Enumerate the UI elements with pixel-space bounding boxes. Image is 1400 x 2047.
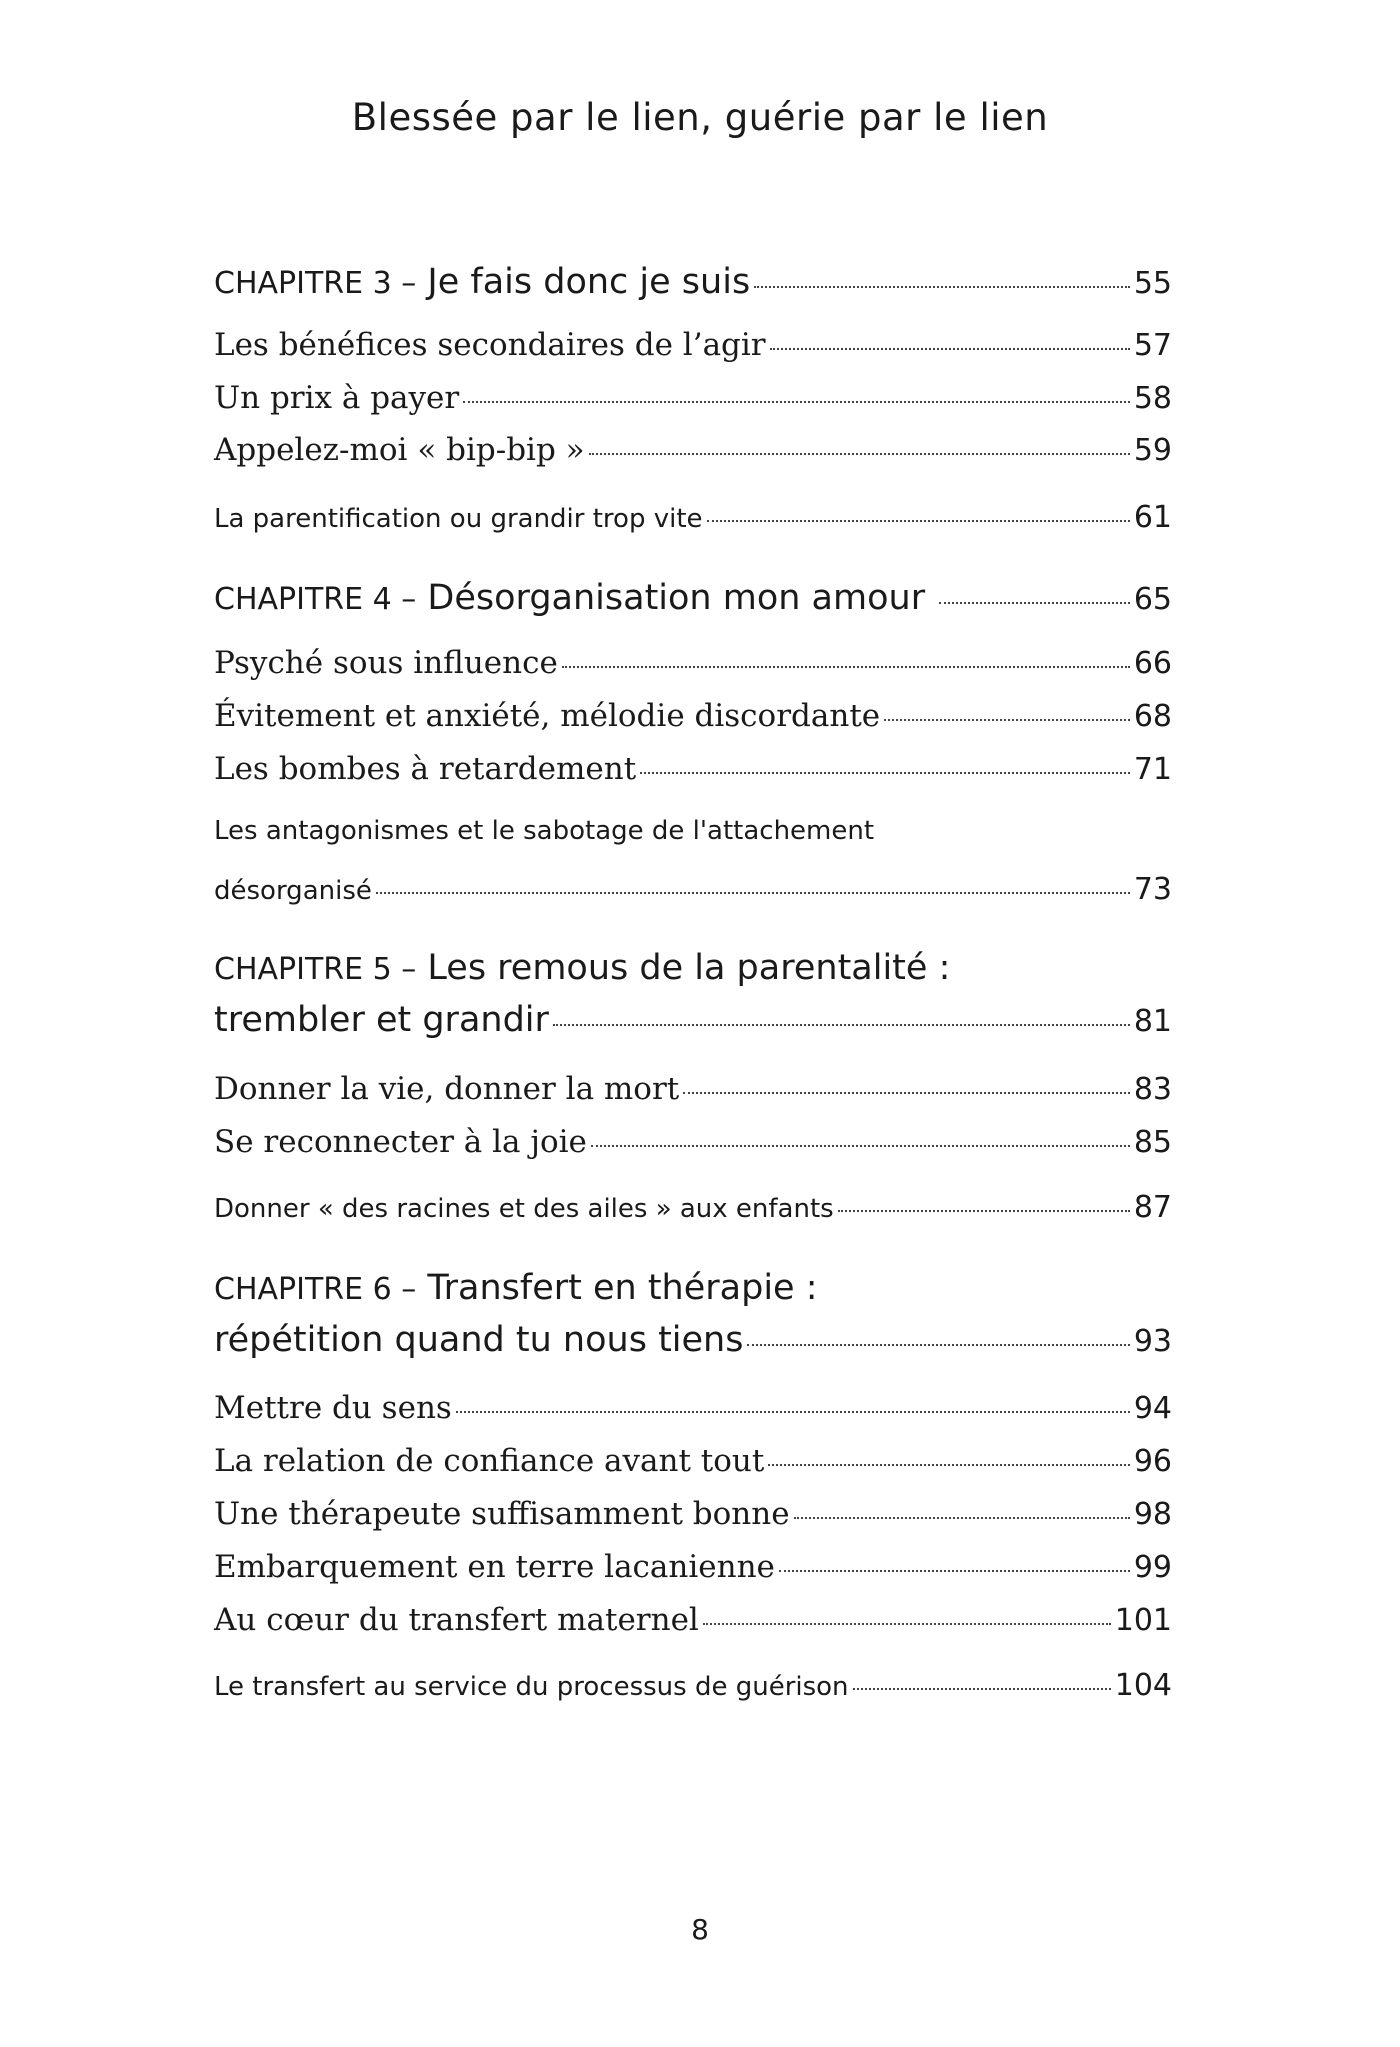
dot-leader — [562, 666, 1130, 668]
toc-page-number: 57 — [1133, 328, 1172, 363]
dot-leader — [853, 1688, 1111, 1690]
toc-chapter-title: CHAPITRE 3 – Je fais donc je suis — [214, 262, 751, 302]
toc-entry[interactable] — [214, 872, 1172, 907]
toc-chapter-title-line: CHAPITRE 6 – Transfert en thérapie : — [214, 1268, 818, 1308]
toc-entry[interactable] — [214, 1124, 1172, 1160]
toc-page-number: 58 — [1133, 381, 1172, 416]
dot-leader — [794, 1517, 1130, 1519]
toc-page-number: 93 — [1133, 1324, 1172, 1359]
toc-page-number: 101 — [1114, 1603, 1172, 1638]
dot-leader — [683, 1092, 1130, 1094]
dot-leader — [768, 1464, 1129, 1466]
dot-leader — [838, 1210, 1130, 1212]
toc-page-number: 104 — [1114, 1668, 1172, 1703]
toc-section-title: Psyché sous influence — [214, 645, 558, 681]
toc-section-title: Un prix à payer — [214, 380, 460, 416]
toc-entry[interactable] — [214, 1390, 1172, 1426]
toc-entry[interactable] — [214, 1071, 1172, 1107]
dot-leader — [884, 719, 1130, 721]
toc-page-number: 83 — [1133, 1072, 1172, 1107]
toc-section-title: Les bombes à retardement — [214, 751, 637, 787]
running-header: Blessée par le lien, guérie par le lien — [351, 96, 1049, 139]
dot-leader — [591, 1145, 1130, 1147]
toc-page-number: 96 — [1133, 1444, 1172, 1479]
dot-leader — [463, 401, 1130, 403]
toc-entry[interactable] — [214, 1602, 1172, 1638]
toc-section-title: Évitement et anxiété, mélodie discordante — [214, 698, 881, 734]
toc-entry-chapter-4[interactable] — [214, 578, 1172, 618]
toc-section-title: Une thérapeute suffisamment bonne — [214, 1496, 790, 1532]
dot-leader — [640, 772, 1130, 774]
toc-page-number: 66 — [1133, 646, 1172, 681]
toc-page-number: 68 — [1133, 699, 1172, 734]
toc-entry[interactable] — [214, 645, 1172, 681]
dot-leader — [747, 1344, 1129, 1346]
toc-page-number: 71 — [1133, 752, 1172, 787]
dot-leader — [754, 286, 1130, 288]
dot-leader — [939, 602, 1130, 604]
dot-leader — [376, 892, 1130, 894]
toc-page-number: 59 — [1133, 433, 1172, 468]
toc-chapter-title-line: CHAPITRE 5 – Les remous de la parentalité : — [214, 948, 951, 988]
toc-section-title: La relation de confiance avant tout — [214, 1443, 765, 1479]
toc-section-title-line: Les antagonismes et le sabotage de l'attachement — [214, 816, 875, 846]
dot-leader — [553, 1024, 1130, 1026]
toc-page-number: 99 — [1133, 1550, 1172, 1585]
toc-entry[interactable] — [214, 1496, 1172, 1532]
toc-section-title: Les bénéfices secondaires de l’agir — [214, 327, 766, 363]
toc-page-number: 55 — [1133, 266, 1172, 301]
toc-section-title: Le transfert au service du processus de guérison — [214, 1672, 849, 1702]
toc-section-title: Mettre du sens — [214, 1390, 452, 1426]
toc-entry[interactable] — [214, 327, 1172, 363]
toc-section-title: La parentification ou grandir trop vite — [214, 504, 703, 534]
toc-entry-chapter-5[interactable] — [214, 1000, 1172, 1040]
toc-section-title: Appelez-moi « bip-bip » — [214, 432, 585, 468]
toc-page-number: 94 — [1133, 1391, 1172, 1426]
toc-entry[interactable] — [214, 500, 1172, 535]
toc-entry[interactable] — [214, 380, 1172, 416]
toc-page-number: 81 — [1133, 1004, 1172, 1039]
toc-entry[interactable] — [214, 432, 1172, 468]
toc-entry[interactable] — [214, 751, 1172, 787]
dot-leader — [589, 453, 1130, 455]
toc-entry[interactable] — [214, 1190, 1172, 1225]
toc-page-number: 65 — [1133, 582, 1172, 617]
toc-chapter-title: trembler et grandir — [214, 1000, 549, 1040]
dot-leader — [779, 1570, 1130, 1572]
table-of-contents — [214, 0, 1172, 2047]
dot-leader — [703, 1623, 1111, 1625]
toc-page-number: 98 — [1133, 1497, 1172, 1532]
toc-chapter-title: répétition quand tu nous tiens — [214, 1320, 744, 1360]
dot-leader — [456, 1411, 1130, 1413]
toc-entry[interactable] — [214, 1549, 1172, 1585]
toc-entry[interactable] — [214, 698, 1172, 734]
dot-leader — [707, 520, 1130, 522]
toc-section-title: Embarquement en terre lacanienne — [214, 1549, 775, 1585]
toc-section-title: Donner la vie, donner la mort — [214, 1071, 680, 1107]
toc-section-title: Au cœur du transfert maternel — [214, 1602, 699, 1638]
toc-section-title: Se reconnecter à la joie — [214, 1124, 587, 1160]
toc-section-title: Donner « des racines et des ailes » aux enfants — [214, 1194, 834, 1224]
toc-entry-chapter-6[interactable] — [214, 1320, 1172, 1360]
toc-page-number: 61 — [1133, 500, 1172, 535]
page-number: 8 — [691, 1913, 709, 1946]
toc-chapter-title: CHAPITRE 4 – Désorganisation mon amour — [214, 578, 926, 618]
toc-entry[interactable] — [214, 1668, 1172, 1703]
toc-page-number: 87 — [1133, 1190, 1172, 1225]
toc-entry[interactable] — [214, 1443, 1172, 1479]
toc-page-number: 85 — [1133, 1125, 1172, 1160]
toc-page-number: 73 — [1133, 872, 1172, 907]
toc-section-title: désorganisé — [214, 876, 372, 906]
toc-entry-chapter-3[interactable] — [214, 262, 1172, 302]
dot-leader — [770, 348, 1130, 350]
